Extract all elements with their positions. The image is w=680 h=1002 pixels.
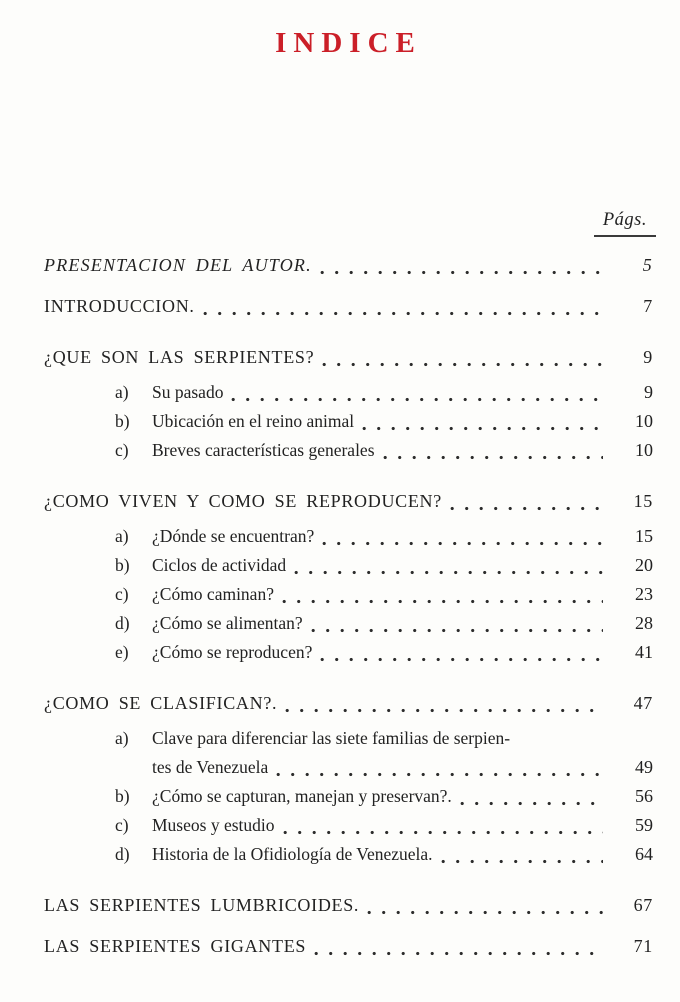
subentry-title: Ubicación en el reino animal: [152, 411, 355, 431]
subentry-page-number: 15: [635, 526, 653, 546]
entry-page-number: 67: [633, 895, 653, 915]
toc-subentry: [44, 522, 653, 551]
toc-entry: [44, 292, 653, 321]
subentry-title: ¿Cómo se capturan, manejan y preservan?.: [152, 786, 452, 806]
subentry-page-number: 56: [635, 786, 653, 806]
subentry-page-number: 28: [635, 613, 653, 633]
toc-subentry: [44, 609, 653, 638]
toc-subentry: [44, 782, 653, 811]
subentry-title: ¿Dónde se encuentran?: [152, 526, 315, 546]
dot-leader: [460, 800, 603, 807]
dot-leader: [283, 829, 604, 836]
dot-leader: [203, 310, 603, 317]
entry-title: PRESENTACION DEL AUTOR.: [44, 255, 312, 275]
subentry-letter: d): [115, 613, 130, 633]
toc-entry: [44, 689, 653, 718]
entry-title: INTRODUCCION.: [44, 296, 195, 316]
subentry-title: Su pasado: [152, 382, 224, 402]
dot-leader: [311, 627, 603, 634]
subentry-title: Clave para diferenciar las siete familias de serpien-: [152, 728, 511, 748]
dot-leader: [285, 707, 603, 714]
dot-leader: [441, 858, 603, 865]
subentry-page-number: 59: [635, 815, 653, 835]
dot-leader: [314, 950, 603, 957]
entry-title: LAS SERPIENTES GIGANTES: [44, 936, 307, 956]
toc-subentry: [44, 840, 653, 869]
subentry-page-number: 23: [635, 584, 653, 604]
table-of-contents: [44, 251, 653, 961]
entry-page-number: 47: [633, 693, 653, 713]
subentry-page-number: 49: [635, 757, 653, 777]
toc-section: [44, 932, 653, 961]
dot-leader: [276, 771, 603, 778]
dot-leader: [367, 909, 603, 916]
toc-entry: [44, 891, 653, 920]
entry-page-number: 7: [643, 296, 653, 316]
toc-subentry: [44, 724, 653, 753]
subentry-title: ¿Cómo se alimentan?: [152, 613, 303, 633]
subentry-page-number: 41: [635, 642, 653, 662]
subentry-letter: c): [115, 584, 129, 604]
subentry-letter: c): [115, 440, 129, 460]
subentry-letter: a): [115, 526, 129, 546]
subentry-title: Ciclos de actividad: [152, 555, 287, 575]
dot-leader: [320, 269, 603, 276]
dot-leader: [322, 361, 603, 368]
subentry-letter: e): [115, 642, 129, 662]
toc-section: [44, 251, 653, 280]
dot-leader: [282, 598, 603, 605]
dot-leader: [322, 540, 603, 547]
toc-section: [44, 891, 653, 920]
subentry-letter: b): [115, 555, 130, 575]
pages-header-rule: [594, 235, 656, 237]
entry-page-number: 9: [643, 347, 653, 367]
subentry-title: Museos y estudio: [152, 815, 275, 835]
page-title: INDICE: [275, 27, 422, 59]
subentry-letter: c): [115, 815, 129, 835]
toc-subentry: [44, 580, 653, 609]
dot-leader: [362, 425, 603, 432]
toc-entry: [44, 343, 653, 372]
subentry-title: Historia de la Ofidiología de Venezuela.: [152, 844, 433, 864]
toc-entry: [44, 932, 653, 961]
subentry-title-continued: tes de Venezuela: [152, 757, 269, 777]
subentry-letter: b): [115, 786, 130, 806]
subentry-letter: d): [115, 844, 130, 864]
toc-section: [44, 689, 653, 869]
entry-title: ¿QUE SON LAS SERPIENTES?: [44, 347, 315, 367]
subentry-title: ¿Cómo caminan?: [152, 584, 274, 604]
toc-subentry-continuation: [44, 753, 653, 782]
toc-subentry: [44, 638, 653, 667]
dot-leader: [383, 454, 603, 461]
subentry-page-number: 10: [635, 411, 653, 431]
subentry-letter: a): [115, 728, 129, 748]
entry-title: ¿COMO VIVEN Y COMO SE REPRODUCEN?: [44, 491, 442, 511]
entry-title: ¿COMO SE CLASIFICAN?.: [44, 693, 278, 713]
toc-subentry: [44, 378, 653, 407]
subentry-letter: b): [115, 411, 130, 431]
dot-leader: [450, 505, 603, 512]
toc-entry: [44, 251, 653, 280]
subentry-page-number: 20: [635, 555, 653, 575]
toc-section: [44, 487, 653, 667]
toc-section: [44, 343, 653, 465]
subentry-page-number: 9: [644, 382, 653, 402]
entry-page-number: 15: [633, 491, 653, 511]
entry-title: LAS SERPIENTES LUMBRICOIDES.: [44, 895, 360, 915]
dot-leader: [320, 656, 603, 663]
pages-header-label: Págs.: [602, 210, 647, 230]
toc-subentry: [44, 436, 653, 465]
entry-page-number: 5: [642, 255, 653, 275]
subentry-page-number: 10: [635, 440, 653, 460]
toc-subentry: [44, 551, 653, 580]
subentry-title: ¿Cómo se reproducen?: [152, 642, 313, 662]
subentry-letter: a): [115, 382, 129, 402]
entry-page-number: 71: [633, 936, 653, 956]
pages-column-header: [44, 210, 653, 237]
toc-entry: [44, 487, 653, 516]
toc-subentry: [44, 407, 653, 436]
subentry-page-number: 64: [635, 844, 653, 864]
toc-section: [44, 292, 653, 321]
toc-subentry: [44, 811, 653, 840]
dot-leader: [231, 396, 603, 403]
dot-leader: [294, 569, 603, 576]
subentry-title: Breves características generales: [152, 440, 375, 460]
